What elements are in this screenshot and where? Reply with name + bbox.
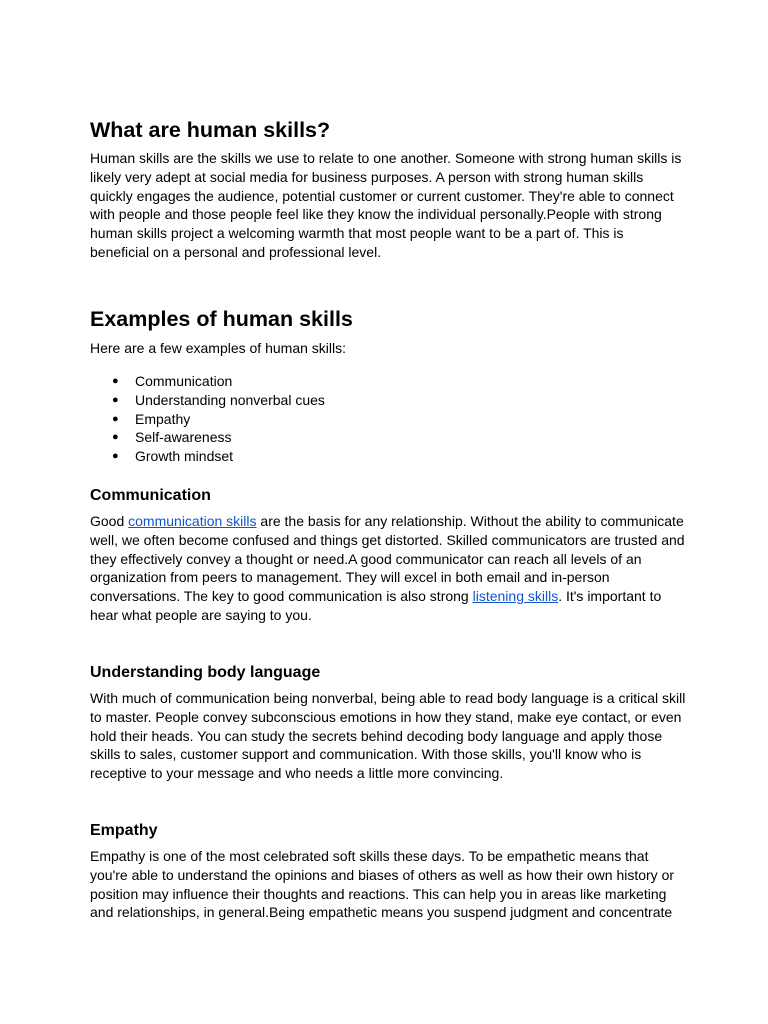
text-fragment: Good <box>90 513 129 529</box>
text-line: with people and those people feel like they know the individual personally.People with strong <box>90 206 662 223</box>
text-fragment: are the basis for any relationship. Without the ability to communicate <box>256 513 684 529</box>
text-line: quickly engages the audience, potential customer or current customer. They're able to connect <box>90 187 674 204</box>
list-item-label: Empathy <box>135 410 191 427</box>
text-line: they effectively convey a thought or need.A good communicator can reach all levels of an <box>90 550 642 567</box>
list-item-label: Growth mindset <box>135 448 234 465</box>
list-item <box>90 428 325 447</box>
text-line: and relationships, in general.Being empathetic means you suspend judgment and concentrate <box>90 904 673 921</box>
heading-communication: Communication <box>90 487 211 504</box>
listening-skills-link[interactable]: listening skills <box>472 588 559 605</box>
list-item <box>90 410 325 429</box>
text-line: position may influence their thoughts and reactions. This can help you in areas like marketing <box>90 885 667 902</box>
text-line <box>90 512 685 531</box>
text-line: likely very adept at social media for business purposes. A person with strong human skills <box>90 168 644 185</box>
text-line: to master. People convey subconscious emotions in how they stand, make eye contact, or even <box>90 708 682 725</box>
paragraph-empathy <box>90 847 674 922</box>
text-line: skills to sales, customer support and communication. With those skills, you'll know who is <box>90 746 642 763</box>
text-line: Human skills are the skills we use to relate to one another. Someone with strong human skills is <box>90 150 682 166</box>
paragraph-human-skills-definition <box>90 149 681 262</box>
list-item-label: Understanding nonverbal cues <box>135 391 325 408</box>
paragraph-communication <box>90 512 685 625</box>
list-item <box>90 372 325 391</box>
examples-bullet-list <box>90 372 325 466</box>
text-line: hold their heads. You can study the secrets behind decoding body language and apply those <box>90 727 663 744</box>
text-fragment: conversations. The key to good communication is also strong <box>90 588 473 605</box>
text-line: beneficial on a personal and professional level. <box>90 243 382 260</box>
text-line: With much of communication being nonverbal, being able to read body language is a critical skill <box>90 690 686 706</box>
text-line: you're able to understand the opinions and biases of others as well as how their own history or <box>90 866 675 883</box>
list-item-label: Self-awareness <box>135 429 232 446</box>
list-item <box>90 391 325 410</box>
text-line: human skills project a welcoming warmth that most people want to be a part of. This is <box>90 225 624 242</box>
text-line: receptive to your message and who needs a little more convincing. <box>90 765 504 782</box>
text-fragment: . It's important to <box>558 588 662 605</box>
bullet-icon: ● <box>112 431 119 444</box>
bullet-icon: ● <box>112 450 119 463</box>
text-line <box>90 587 685 606</box>
list-item-label: Communication <box>135 373 233 389</box>
text-line: hear what people are saying to you. <box>90 606 312 623</box>
text-line: well, we often become confused and things get distorted. Skilled communicators are trusted and <box>90 531 685 548</box>
list-item <box>90 447 325 466</box>
text-line: organization from peers to management. They will excel in both email and in-person <box>90 569 610 586</box>
heading-examples-of-human-skills: Examples of human skills <box>90 307 353 331</box>
text-line: Empathy is one of the most celebrated soft skills these days. To be empathetic means that <box>90 848 649 864</box>
paragraph-body-language <box>90 689 685 783</box>
heading-what-are-human-skills: What are human skills? <box>90 118 331 142</box>
examples-intro-text: Here are a few examples of human skills: <box>90 340 346 356</box>
heading-understanding-body-language: Understanding body language <box>90 664 321 681</box>
bullet-icon: ● <box>112 375 119 387</box>
bullet-icon: ● <box>112 412 119 425</box>
bullet-icon: ● <box>112 393 119 406</box>
communication-skills-link[interactable]: communication skills <box>128 513 257 529</box>
heading-empathy: Empathy <box>90 822 158 839</box>
